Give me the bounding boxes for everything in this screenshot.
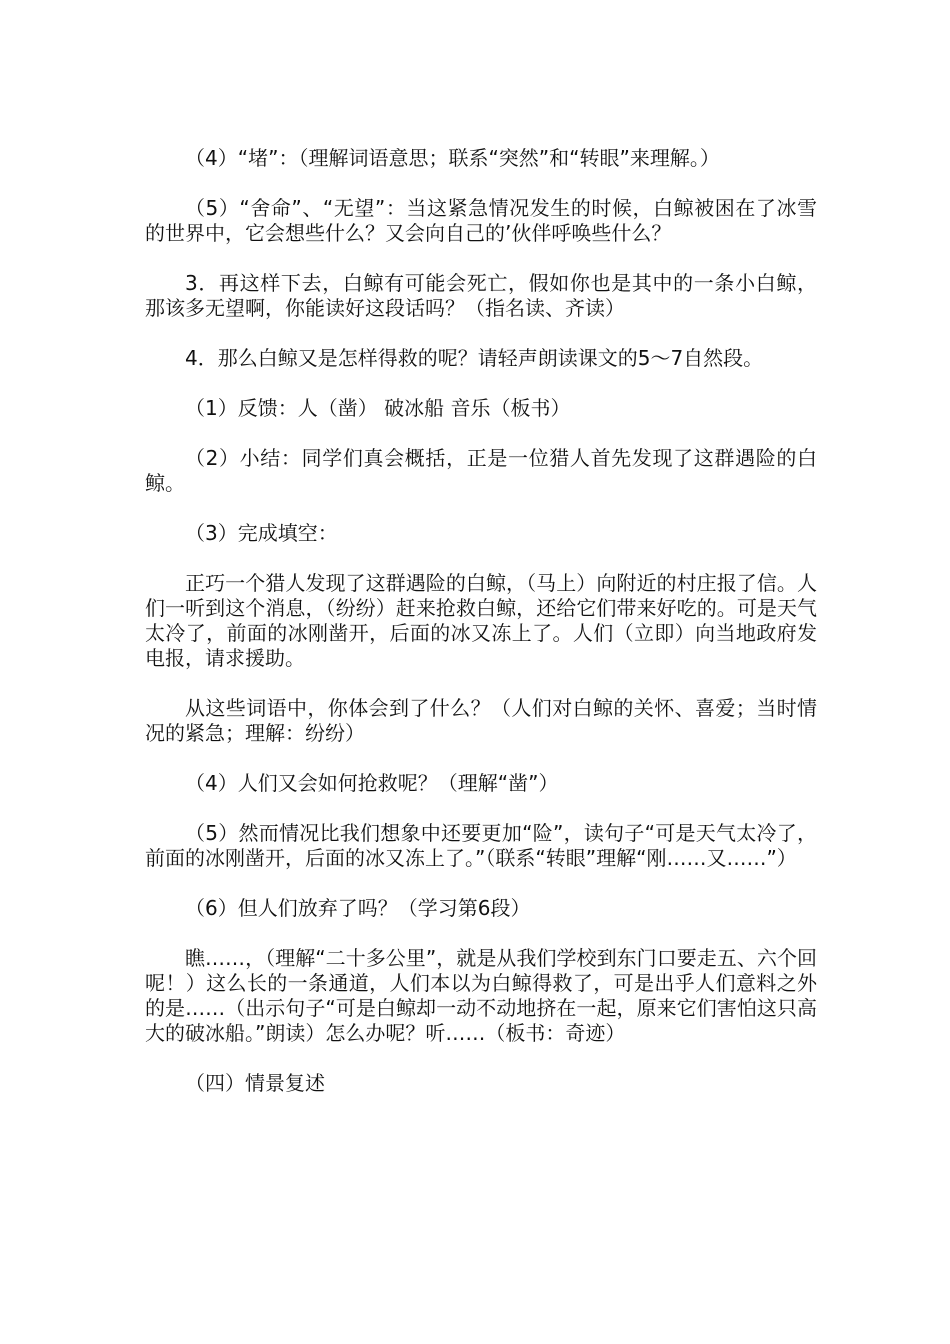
paragraph-8: 正巧一个猎人发现了这群遇险的白鲸，（马上）向附近的村庄报了信。人们一听到这个消息，（纷纷）赶来抢救白鲸，还给它们带来好吃的。可是天气太冷了，前面的冰刚凿开，后面的冰又冻上了。人们（立即）向当地政府发电报，请求援助。 — [145, 571, 817, 670]
document-body — [145, 146, 817, 1121]
paragraph-7: （3）完成填空： — [185, 521, 338, 545]
paragraph-13: 瞧……，（理解“二十多公里”，就是从我们学校到东门口要走五、六个回呢！）这么长的一条通道，人们本以为白鲸得救了，可是出乎人们意料之外的是……（出示句子“可是白鲸却一动不动地挤在一起，原来它们害怕这只高大的破冰船。”朗读）怎么办呢？听……（板书：奇迹） — [145, 946, 817, 1045]
paragraph-3: 3．再这样下去，白鲸有可能会死亡，假如你也是其中的一条小白鲸，那该多无望啊，你能读好这段话吗？（指名读、齐读） — [145, 271, 817, 320]
paragraph-2: （5）“舍命”、“无望”：当这紧急情况发生的时候，白鲸被困在了冰雪的世界中，它会想些什么？又会向自己的’伙伴呼唤些什么？ — [145, 196, 817, 245]
paragraph-11: （5）然而情况比我们想象中还要更加“险”，读句子“可是天气太冷了，前面的冰刚凿开，后面的冰又冻上了。”（联系“转眼”理解“刚……又……”） — [145, 821, 817, 870]
paragraph-4: 4．那么白鲸又是怎样得救的呢？请轻声朗读课文的5～7自然段。 — [185, 346, 764, 370]
paragraph-12: （6）但人们放弃了吗？（学习第6段） — [185, 896, 531, 920]
paragraph-9: 从这些词语中，你体会到了什么？（人们对白鲸的关怀、喜爱；当时情况的紧急；理解：纷纷） — [145, 696, 817, 745]
paragraph-6: （2）小结：同学们真会概括，正是一位猎人首先发现了这群遇险的白鲸。 — [145, 446, 817, 495]
section-heading: （四）情景复述 — [185, 1071, 325, 1095]
paragraph-1: （4）“堵”：（理解词语意思；联系“突然”和“转眼”来理解。） — [185, 146, 720, 170]
paragraph-10: （4）人们又会如何抢救呢？（理解“凿”） — [185, 771, 559, 795]
paragraph-5: （1）反馈：人（凿） 破冰船 音乐（板书） — [185, 396, 571, 420]
